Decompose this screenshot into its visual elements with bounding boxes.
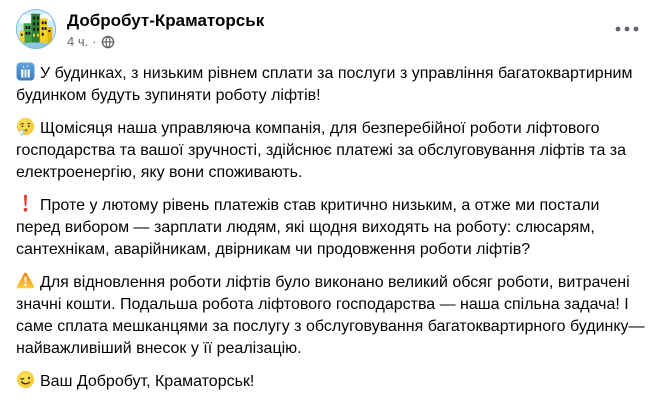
warning-emoji-icon xyxy=(16,271,35,290)
header-text xyxy=(67,8,264,50)
sleepy-face-emoji-icon xyxy=(16,117,35,136)
post-paragraph-4 xyxy=(16,271,646,360)
paragraph-text: У будинках, з низьким рівнем сплати за послуги з управління багатоквартирним будинком будуть зупиняти роботу ліфтів! xyxy=(16,65,633,104)
more-options-button[interactable] xyxy=(610,16,644,42)
ellipsis-icon xyxy=(615,25,639,33)
post-header xyxy=(0,0,662,50)
elevator-emoji-icon xyxy=(16,62,35,81)
post-paragraph-1 xyxy=(16,62,646,107)
post-body xyxy=(0,50,662,393)
paragraph-text: Проте у лютому рівень платежів став критично низьким, а отже ми постали перед вибором — зарплати людям, які щодня виходять на роботу: слюсарям, сантехнікам, аварійникам, двірникам чи продовження роботи ліфтів? xyxy=(16,197,600,258)
page-name-link[interactable]: Добробут-Краматорськ xyxy=(67,11,265,30)
timestamp[interactable]: 4 ч. xyxy=(67,34,89,49)
post-paragraph-3 xyxy=(16,194,646,261)
page-avatar[interactable] xyxy=(15,8,57,50)
paragraph-text: Ваш Добробут, Краматорськ! xyxy=(40,373,255,390)
post-paragraph-5 xyxy=(16,370,646,393)
post-meta xyxy=(67,34,264,50)
buildings-logo-icon xyxy=(15,8,57,50)
paragraph-text: Щомісяця наша управляюча компанія, для безперебійної роботи ліфтового господарства та вашої зручності, здійснює платежі за обслуговування ліфтів та за електроенергію, яку вони споживають. xyxy=(16,120,627,181)
globe-privacy-icon xyxy=(101,35,115,49)
red-exclamation-emoji-icon xyxy=(16,194,35,213)
meta-separator: · xyxy=(92,34,97,49)
paragraph-text: Для відновлення роботи ліфтів було виконано великий обсяг роботи, витрачені значні кошти. Подальша робота ліфтового господарства — наша спільна задача! І саме сплата мешканцями за послугу з обслуговування багатоквартирного будинку— найважливіший внесок у її реалізацію. xyxy=(16,274,645,357)
winking-face-emoji-icon xyxy=(16,370,35,389)
post-paragraph-2 xyxy=(16,117,646,184)
